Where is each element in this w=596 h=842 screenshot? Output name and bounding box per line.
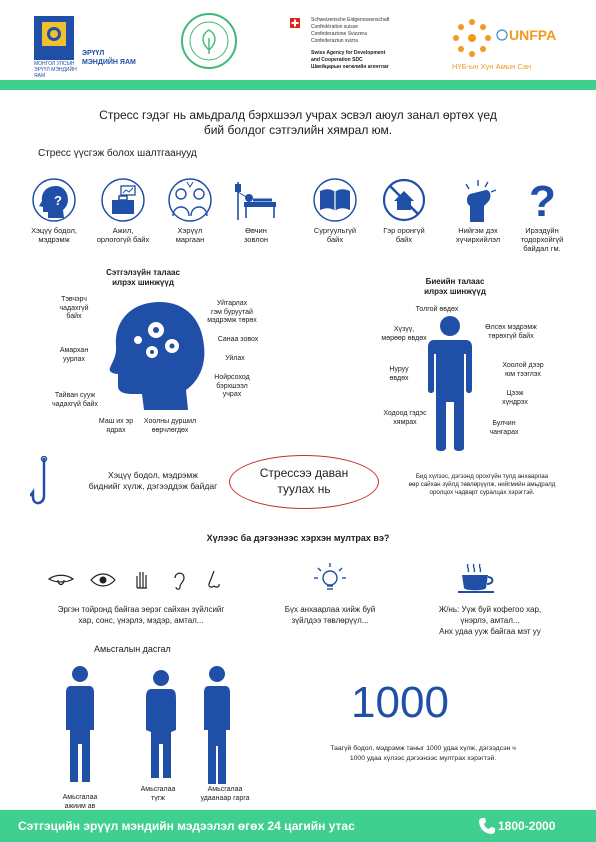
label-line: Амьсгалаа <box>62 794 98 801</box>
label-line: өөрчлөгдөх <box>151 426 189 434</box>
cause-item <box>305 176 365 244</box>
senses-text <box>22 604 260 626</box>
label-line: чангарах <box>489 428 519 436</box>
nose-icon <box>206 570 222 590</box>
label-line: Цээж <box>506 390 524 397</box>
psych-symptom-label <box>44 347 104 364</box>
label-line: Өлсөх мэдрэмж <box>485 324 537 331</box>
coffee-text <box>400 604 580 637</box>
book-icon <box>305 176 365 224</box>
cause-label-line: байх <box>326 235 344 244</box>
intro-line2: бий болдог сэтгэлийн хямрал юм. <box>203 123 393 137</box>
cause-item <box>226 176 286 244</box>
footer-phone[interactable]: 1800-2000 <box>498 819 556 833</box>
psych-symptom-label <box>44 296 104 322</box>
physical-title2: илрэх шинжүүд <box>424 287 486 296</box>
head-gears-icon <box>108 300 208 412</box>
swiss-line2: Confédération suisse <box>311 24 358 30</box>
header-green-bar <box>0 80 596 90</box>
label-line: гэм буруутай <box>211 308 253 316</box>
no-home-icon <box>374 176 434 224</box>
label-line: Уйлах <box>225 355 245 362</box>
cause-label-line: мэдрэмж <box>38 235 70 244</box>
label-line: өвдөх <box>389 374 409 382</box>
label-line: хүндрэх <box>502 398 528 406</box>
swiss-agency1: Swiss Agency for Development <box>311 50 386 56</box>
question-mark-icon <box>512 176 572 224</box>
cause-label-line: Нийгэм дэх <box>458 226 498 235</box>
intro-line1: Стресс гэдэг нь амьдралд бэрхшээл учрах эсвэл аюул занал өртөх үед <box>99 108 497 122</box>
question-head-icon <box>24 176 84 224</box>
focus-line1: Бүх анхаарлаа хийж буй <box>284 605 376 614</box>
eye-icon <box>90 573 116 587</box>
label-line: Булчин <box>492 420 516 427</box>
label-line: уурлах <box>62 355 86 363</box>
cause-label-line: Сургуульгүй <box>313 226 357 235</box>
fish-hook-icon <box>30 456 56 510</box>
label-line: чадахгүй байх <box>51 400 99 408</box>
cause-label <box>374 226 434 244</box>
psych-title <box>78 268 208 288</box>
physical-title <box>390 277 520 297</box>
health-center-seal-icon <box>180 12 238 70</box>
hook-line2: биднийг хүлж, дэгээддэж байдаг <box>88 481 218 491</box>
swiss-agency-text <box>311 50 389 71</box>
cause-label-line: Өвчин <box>245 226 267 235</box>
unfpa-mn-text: НҮБ-ын Хүн Амын Сан <box>452 62 532 71</box>
swiss-flag-icon <box>290 18 300 28</box>
coffee-line1: Ж/нь: Уүж буй кофегоо хар, <box>438 605 542 614</box>
breathing-step-label <box>190 786 260 803</box>
cause-label-line: тодорхойгүй <box>520 235 564 244</box>
breathing-person-inhale-icon <box>66 666 94 784</box>
label-line: Тайван сууж <box>54 392 96 399</box>
coffee-line2: үнэрлэ, амтал... <box>460 616 520 625</box>
cause-item <box>160 176 220 244</box>
physical-symptom-label <box>474 420 534 437</box>
swiss-text <box>311 17 389 45</box>
breathing-person-exhale-icon <box>204 666 230 786</box>
cause-label-line: Ирээдүйн <box>525 226 559 235</box>
cause-label-line: зовлон <box>243 235 269 244</box>
psych-symptom-label <box>40 392 110 409</box>
label-line: төрөхгүй байх <box>488 332 534 340</box>
thousand-text <box>288 744 558 764</box>
physical-symptom-label <box>370 410 440 427</box>
swiss-agency3: Швейцарын хөгжлийн агентлаг <box>311 64 389 70</box>
cause-label-line: хүчирхийлэл <box>455 235 501 244</box>
swiss-agency2: and Cooperation SDC <box>311 57 363 63</box>
cause-label <box>24 226 84 244</box>
cause-label <box>93 226 153 244</box>
phone-icon <box>478 817 496 835</box>
cause-label-line: орлогогүй байх <box>96 235 150 244</box>
cause-label-line: байх <box>395 235 413 244</box>
label-line: Хоолны дуршил <box>143 418 197 425</box>
ministry-line1: МОНГОЛ УЛСЫН <box>34 61 75 67</box>
label-line: учрах <box>222 391 242 398</box>
cause-item <box>93 176 153 244</box>
overcome-oval <box>229 455 379 509</box>
cause-label-line: маргаан <box>175 235 205 244</box>
label-line: ядрах <box>106 426 126 434</box>
hand-icon <box>134 570 150 590</box>
cause-label-line: Хэрүүл <box>177 226 203 235</box>
psych-symptom-label <box>196 300 268 326</box>
cause-item <box>448 176 508 244</box>
cause-label-line: Ажил, <box>112 226 134 235</box>
label-line: Ходоод гэдэс <box>383 410 427 417</box>
senses-line1: Эргэн тойронд байгаа эерэг сайхан зүйлсийг <box>57 605 225 614</box>
footer-text: Сэтгэцийн эрүүл мэндийн мэдээлэл өгөх 24 цагийн утас <box>18 819 355 833</box>
cause-label-line: Хэцүү бодол, <box>31 226 77 235</box>
oval-line1: Стрессээ даван <box>259 466 349 480</box>
ministry-title <box>82 49 136 67</box>
argument-icon <box>160 176 220 224</box>
advice-text <box>386 473 578 497</box>
unfpa-text: UNFPA <box>509 27 557 43</box>
label-line: чадахгүй <box>59 304 89 312</box>
label-line: Амьсгалаа <box>140 786 176 793</box>
label-line: бэрхшээл <box>216 382 248 390</box>
advice-line2: өөр сайхан зүйлд төвлөрүүлж, нийгмийн амьдралд <box>408 481 556 488</box>
physical-title1: Биеийн талаас <box>425 277 485 286</box>
label-line: Уйтарлах <box>216 300 248 307</box>
ministry-small-text <box>34 61 82 79</box>
label-line: Амьсгалаа <box>207 786 243 793</box>
unfpa-logo-icon <box>452 16 492 60</box>
hook-text <box>78 470 228 492</box>
thousand-line1: Таагүй бодол, мэдрэмж таныг 1000 удаа хүлж, дэгээдсэн ч <box>330 745 516 752</box>
label-line: Амархан <box>59 347 89 354</box>
cause-label-line: байдал гм. <box>523 244 561 253</box>
label-line: байх <box>66 313 82 320</box>
physical-symptom-label <box>488 362 558 379</box>
focus-line2: зүйлдээ төвлөрүүл... <box>291 616 369 625</box>
label-line: ажиим ав <box>64 802 96 810</box>
un-emblem-icon <box>496 29 508 41</box>
label-line: Нойрсоход <box>214 374 250 381</box>
psych-symptom-label <box>208 336 268 345</box>
psych-symptom-label <box>200 374 264 400</box>
ear-icon <box>172 570 186 590</box>
physical-symptom-label <box>374 326 434 343</box>
coffee-cup-icon <box>456 562 498 596</box>
label-line: Маш их эр <box>98 418 134 425</box>
coffee-line3: Анх удаа ууж байгаа мэт уу <box>439 627 541 636</box>
hospital-bed-icon <box>226 176 286 224</box>
label-line: Тэвчэрч <box>61 296 87 303</box>
oval-line2: туулах нь <box>277 482 331 496</box>
advice-line1: Бид хүлээс, дэгээнд орохгүйн тулд анхаарлаа <box>415 473 549 480</box>
label-line: Хүзүү, <box>393 326 415 333</box>
svg-text:?: ? <box>54 193 62 208</box>
cause-label-line: Гэр оронгүй <box>383 226 425 235</box>
breathing-step-label <box>48 794 112 811</box>
psych-symptom-label <box>140 418 200 435</box>
focus-text <box>270 604 390 626</box>
label-line: Толгой өвдөх <box>415 306 459 313</box>
hook-line1: Хэцүү бодол, мэдрэмж <box>108 470 198 480</box>
lightbulb-focus-icon <box>313 562 347 596</box>
physical-symptom-label <box>476 324 546 341</box>
breathing-person-hold-icon <box>146 670 176 780</box>
cause-label <box>448 226 508 244</box>
psych-symptom-label <box>88 418 144 435</box>
physical-symptom-label <box>402 306 472 315</box>
swiss-line3: Confederazione Svizzera <box>311 31 367 37</box>
psych-title1: Сэтгэлзүйн талаас <box>106 268 180 277</box>
senses-line2: хар, сонс, үнэрлэ, мэдэр, амтал... <box>78 616 204 625</box>
footer-bar <box>0 810 596 842</box>
cause-item <box>512 176 572 253</box>
violence-fist-icon <box>448 176 508 224</box>
swiss-line1: Schweizerische Eidgenossenschaft <box>311 17 390 23</box>
label-line: Хоолой дээр <box>502 362 544 369</box>
ministry-title1: ЭРҮҮЛ <box>82 50 105 57</box>
psych-symptom-label <box>210 355 260 364</box>
cause-item <box>24 176 84 244</box>
label-line: удаанаар гарга <box>200 794 250 802</box>
ministry-line2: ЭРҮҮЛ МЭНДИЙН ЯАМ <box>34 67 77 79</box>
header <box>0 0 596 80</box>
ministry-title2: МЭНДИЙН ЯАМ <box>82 59 136 66</box>
tongue-icon <box>48 574 74 588</box>
swiss-line4: Confederaziun svizra <box>311 38 358 44</box>
label-line: түгж <box>151 794 165 802</box>
svg-text:?: ? <box>529 178 556 222</box>
physical-symptom-label <box>374 366 424 383</box>
label-line: мөрөөр өвдөх <box>381 334 427 342</box>
ministry-emblem-icon <box>34 16 74 60</box>
label-line: хямрах <box>393 418 417 426</box>
cause-label <box>512 226 572 253</box>
cause-item <box>374 176 434 244</box>
breathing-step-label <box>126 786 190 803</box>
cause-label <box>160 226 220 244</box>
label-line: Нуруу <box>389 366 409 373</box>
label-line: Санаа зовох <box>217 336 259 343</box>
work-briefcase-icon <box>93 176 153 224</box>
label-line: юм тээглэх <box>505 370 541 378</box>
advice-line3: оролцох чадварт суралцах хэрэгтэй. <box>429 489 535 496</box>
thousand-line2: 1000 удаа хүлээс дэгээнээс мултрах хэрэгтэй. <box>349 755 497 762</box>
breathing-title: Амьсгалын дасгал <box>94 644 171 654</box>
psych-title2: илрэх шинжүүд <box>112 278 174 287</box>
release-question: Хүлээс ба дэгээнээс хэрхэн мултрах вэ? <box>206 533 390 543</box>
cause-label <box>305 226 365 244</box>
cause-label <box>226 226 286 244</box>
thousand-number: 1000 <box>351 678 449 727</box>
intro-text <box>0 108 596 138</box>
senses-icons <box>48 570 228 592</box>
causes-title: Стресс үүсгэж болох шалтгаанууд <box>38 148 197 159</box>
label-line: мэдрэмж төрөх <box>207 317 257 324</box>
physical-symptom-label <box>490 390 540 407</box>
